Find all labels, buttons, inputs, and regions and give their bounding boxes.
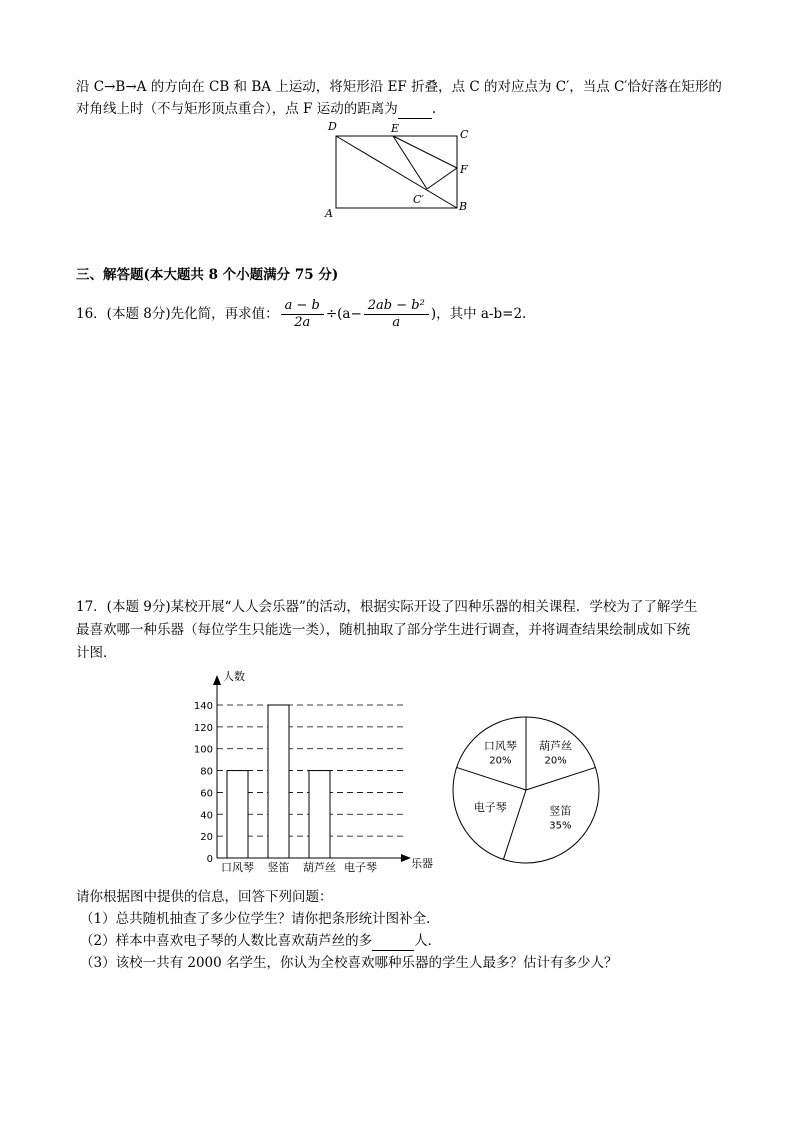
bar-0	[227, 771, 248, 858]
y-tick-label: 20	[200, 832, 213, 844]
q17-sub1: （1）总共随机抽查了多少位学生？请你把条形统计图补全．	[80, 911, 440, 927]
y-tick-label: 40	[200, 810, 213, 822]
q15-line2-start: 对角线上时（不与矩形顶点重合），点 F 运动的距离为	[76, 101, 398, 117]
q16-fraction-2	[364, 298, 429, 331]
y-tick-label: 60	[200, 788, 213, 800]
q15-text-line2	[76, 99, 436, 119]
q17-text-line3: 计图．	[76, 645, 117, 661]
x-category-label: 电子琴	[344, 861, 377, 874]
bar-chart	[185, 665, 445, 880]
label-e: E	[391, 122, 400, 135]
q16-operator: ÷(a−	[325, 306, 362, 322]
q17-sub2-end: 人．	[414, 933, 442, 949]
label-c-prime: C′	[413, 193, 424, 206]
q17-text-line2: 最喜欢哪一种乐器（每位学生只能选一类），随机抽取了部分学生进行调查，并将调查结果绘制成如下统	[76, 622, 691, 638]
x-axis-title: 乐器	[411, 857, 433, 870]
bar-2	[309, 771, 330, 858]
q16-frac1-numerator: a − b	[281, 298, 324, 315]
q17-sub2-start: （2）样本中喜欢电子琴的人数比喜欢葫芦丝的多	[80, 933, 373, 949]
q15-text-line1: 沿 C→B→A 的方向在 CB 和 BA 上运动，将矩形沿 EF 折叠，点 C 的对应点为 C′，当点 C′恰好落在矩形的	[76, 79, 722, 95]
y-tick-label: 120	[193, 722, 213, 734]
x-category-label: 葫芦丝	[303, 861, 336, 874]
pie-percent-label: 20%	[489, 755, 512, 767]
segment-fc-prime	[427, 168, 457, 189]
q17-sub3: （3）该校一共有 2000 名学生，你认为全校喜欢哪种乐器的学生人最多？估计有多少人？	[80, 955, 618, 971]
pie-label: 电子琴	[473, 801, 507, 815]
y-tick-label: 80	[200, 766, 213, 778]
q16-prefix: 16．(本题 8分)先化简，再求值：	[76, 306, 279, 322]
q17-instruction: 请你根据图中提供的信息，回答下列问题：	[76, 889, 333, 905]
label-c: C	[460, 128, 469, 141]
pie-percent-label: 20%	[544, 755, 567, 767]
diagonal-db	[336, 136, 457, 208]
label-d: D	[328, 120, 337, 133]
label-a: A	[325, 207, 333, 220]
x-axis-arrow-icon	[401, 854, 411, 862]
q16-frac2-denominator: a	[392, 315, 401, 330]
q15-rectangle-figure	[320, 118, 480, 223]
label-f: F	[460, 163, 468, 176]
x-category-label: 口风琴	[221, 861, 254, 874]
q16-fraction-1	[281, 298, 324, 331]
q16-text	[76, 296, 526, 332]
q17-text-line1: 17．(本题 9分)某校开展“人人会乐器”的活动，根据实际开设了四种乐器的相关课程．学校为了了解学生	[76, 599, 698, 615]
q15-answer-blank	[398, 104, 432, 119]
q16-frac1-denominator: 2a	[294, 315, 311, 330]
pie-label: 竖笛	[549, 804, 572, 818]
y-axis-arrow-icon	[213, 675, 221, 685]
pie-label: 口风琴	[483, 739, 517, 753]
x-category-label: 竖笛	[267, 861, 290, 874]
y-tick-label: 140	[193, 701, 213, 712]
q16-frac2-numerator: 2ab − b²	[364, 298, 429, 315]
y-tick-label: 0	[206, 854, 213, 865]
section-3-heading: 三、解答题(本大题共 8 个小题满分 75 分)	[76, 267, 339, 283]
label-b: B	[459, 200, 468, 213]
pie-percent-label: 35%	[549, 820, 572, 832]
fold-line-ef	[393, 136, 457, 168]
pie-label: 葫芦丝	[539, 739, 573, 753]
q16-suffix: )，其中 a-b=2.	[430, 306, 527, 322]
q15-line2-end: .	[431, 101, 436, 117]
y-axis-title: 人数	[223, 670, 245, 683]
y-tick-label: 100	[193, 744, 213, 756]
bar-1	[268, 705, 289, 858]
pie-chart	[448, 712, 604, 868]
q17-answer-blank	[372, 936, 414, 951]
q17-sub2	[80, 931, 441, 951]
